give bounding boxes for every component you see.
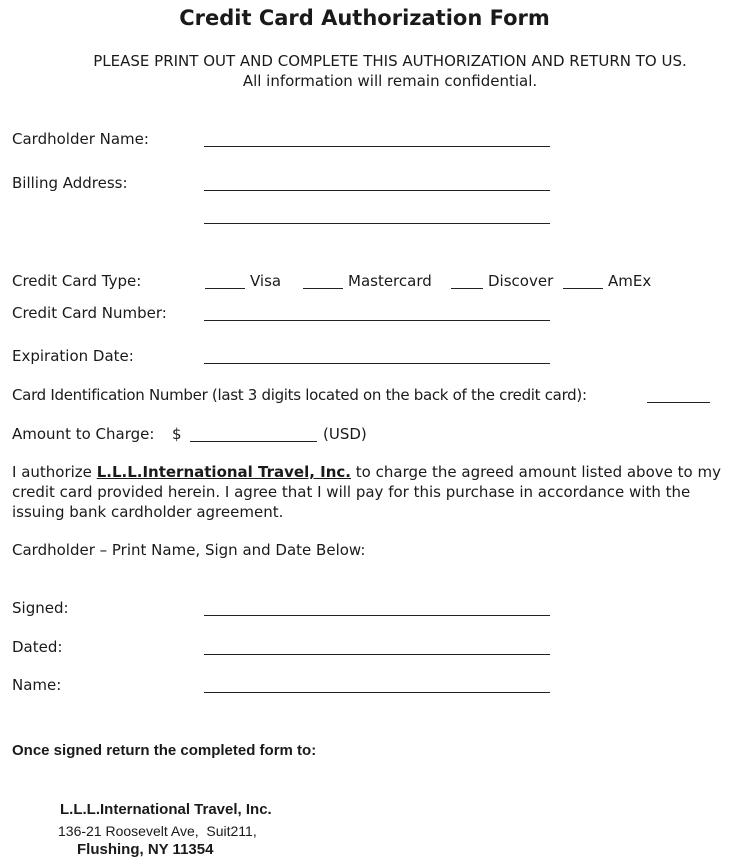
intro-line-2: All information will remain confidential.: [242, 72, 538, 90]
dated-label: Dated:: [12, 638, 63, 656]
visa-checkline[interactable]: [205, 288, 245, 289]
card-type-label: Credit Card Type:: [12, 272, 142, 290]
amount-line[interactable]: [190, 441, 317, 442]
return-heading: Once signed return the completed form to:: [12, 742, 317, 759]
cardholder-name-line[interactable]: [204, 146, 550, 147]
amount-label: Amount to Charge:: [12, 425, 155, 443]
return-company: L.L.L.International Travel, Inc.: [60, 801, 272, 818]
discover-option-label: Discover: [488, 272, 554, 290]
mastercard-checkline[interactable]: [303, 288, 343, 289]
dated-line[interactable]: [204, 654, 550, 655]
billing-address-line-2[interactable]: [204, 223, 550, 224]
return-address-line-2: Flushing, NY 11354: [77, 841, 214, 858]
card-number-label: Credit Card Number:: [12, 304, 167, 322]
dollar-sign: $: [172, 425, 182, 443]
expiration-date-label: Expiration Date:: [12, 347, 134, 365]
currency-unit: (USD): [323, 425, 367, 443]
amex-checkline[interactable]: [563, 288, 603, 289]
name-line[interactable]: [204, 692, 550, 693]
expiration-date-line[interactable]: [204, 363, 550, 364]
billing-address-label: Billing Address:: [12, 174, 128, 192]
intro-line-1: PLEASE PRINT OUT AND COMPLETE THIS AUTHORIZATION AND RETURN TO US.: [93, 52, 687, 70]
signed-line[interactable]: [204, 615, 550, 616]
form-title: Credit Card Authorization Form: [179, 6, 550, 30]
mastercard-option-label: Mastercard: [348, 272, 432, 290]
authorization-prefix: I authorize: [12, 463, 92, 481]
cin-label: Card Identification Number (last 3 digits located on the back of the credit card):: [12, 386, 587, 404]
signed-label: Signed:: [12, 599, 69, 617]
card-number-line[interactable]: [204, 320, 550, 321]
authorization-paragraph: [12, 462, 724, 522]
company-name-underlined: L.L.L.International Travel, Inc.: [96, 463, 352, 481]
discover-checkline[interactable]: [451, 288, 483, 289]
cardholder-name-label: Cardholder Name:: [12, 130, 149, 148]
visa-option-label: Visa: [250, 272, 282, 290]
authorization-rest: to charge the agreed amount listed above to my credit card provided herein. I agree that I will pay for this purchase in accordance with the issuing bank cardholder agreement.: [12, 463, 721, 521]
return-address-line-1: 136-21 Roosevelt Ave, Suit211,: [58, 823, 257, 839]
billing-address-line-1[interactable]: [204, 190, 550, 191]
signature-heading: Cardholder – Print Name, Sign and Date Below:: [12, 541, 366, 559]
cin-line[interactable]: [647, 402, 710, 403]
name-label: Name:: [12, 676, 62, 694]
amex-option-label: AmEx: [608, 272, 652, 290]
